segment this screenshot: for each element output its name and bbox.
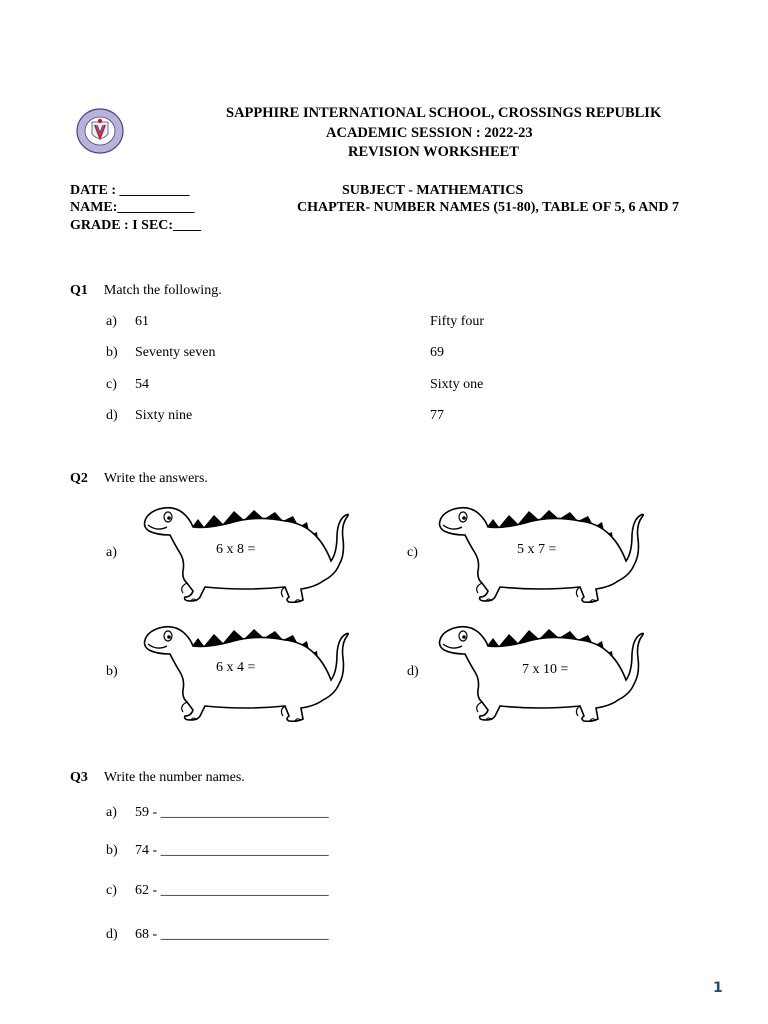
match-left-item: 54 [135, 377, 149, 392]
question-1 [70, 283, 222, 299]
school-logo [76, 108, 124, 154]
multiplication-problem: 7 x 10 = [522, 662, 569, 677]
option-letter: b) [106, 345, 118, 360]
question-prompt: Match the following. [103, 283, 222, 298]
worksheet-title: REVISION WORKSHEET [348, 144, 519, 160]
question-number: Q1 [70, 283, 88, 298]
question-3 [70, 770, 245, 786]
grade-section-field: GRADE : I SEC:____ [70, 218, 202, 233]
subject-label: SUBJECT - MATHEMATICS [342, 183, 524, 198]
page-number: 1 [713, 980, 723, 996]
number-name-blank: 74 - ________________________ [135, 843, 329, 858]
question-prompt: Write the number names. [103, 770, 245, 785]
name-field: NAME:___________ [70, 200, 195, 215]
match-right-item: 69 [430, 345, 444, 360]
question-number: Q3 [70, 770, 88, 785]
question-number: Q2 [70, 471, 88, 486]
option-letter: a) [106, 314, 117, 329]
option-letter: c) [106, 377, 117, 392]
option-letter: c) [106, 883, 117, 898]
match-right-item: Fifty four [430, 314, 485, 329]
match-left-item: Sixty nine [135, 408, 193, 423]
match-right-item: Sixty one [430, 377, 484, 392]
option-letter: a) [106, 805, 117, 820]
option-letter: d) [407, 664, 419, 679]
question-prompt: Write the answers. [103, 471, 208, 486]
option-letter: a) [106, 545, 117, 560]
match-right-item: 77 [430, 408, 444, 423]
number-name-blank: 68 - ________________________ [135, 927, 329, 942]
academic-session: ACADEMIC SESSION : 2022-23 [326, 125, 533, 141]
option-letter: b) [106, 664, 118, 679]
option-letter: d) [106, 408, 118, 423]
number-name-blank: 62 - ________________________ [135, 883, 329, 898]
option-letter: b) [106, 843, 118, 858]
match-left-item: 61 [135, 314, 149, 329]
question-2 [70, 471, 208, 487]
school-name: SAPPHIRE INTERNATIONAL SCHOOL, CROSSINGS REPUBLIK [226, 105, 662, 121]
match-left-item: Seventy seven [135, 345, 216, 360]
number-name-blank: 59 - ________________________ [135, 805, 329, 820]
option-letter: d) [106, 927, 118, 942]
multiplication-problem: 6 x 8 = [216, 542, 256, 557]
multiplication-problem: 5 x 7 = [517, 542, 557, 557]
multiplication-problem: 6 x 4 = [216, 660, 256, 675]
date-field: DATE : __________ [70, 183, 190, 198]
option-letter: c) [407, 545, 418, 560]
chapter-label: CHAPTER- NUMBER NAMES (51-80), TABLE OF 5, 6 AND 7 [297, 200, 680, 215]
